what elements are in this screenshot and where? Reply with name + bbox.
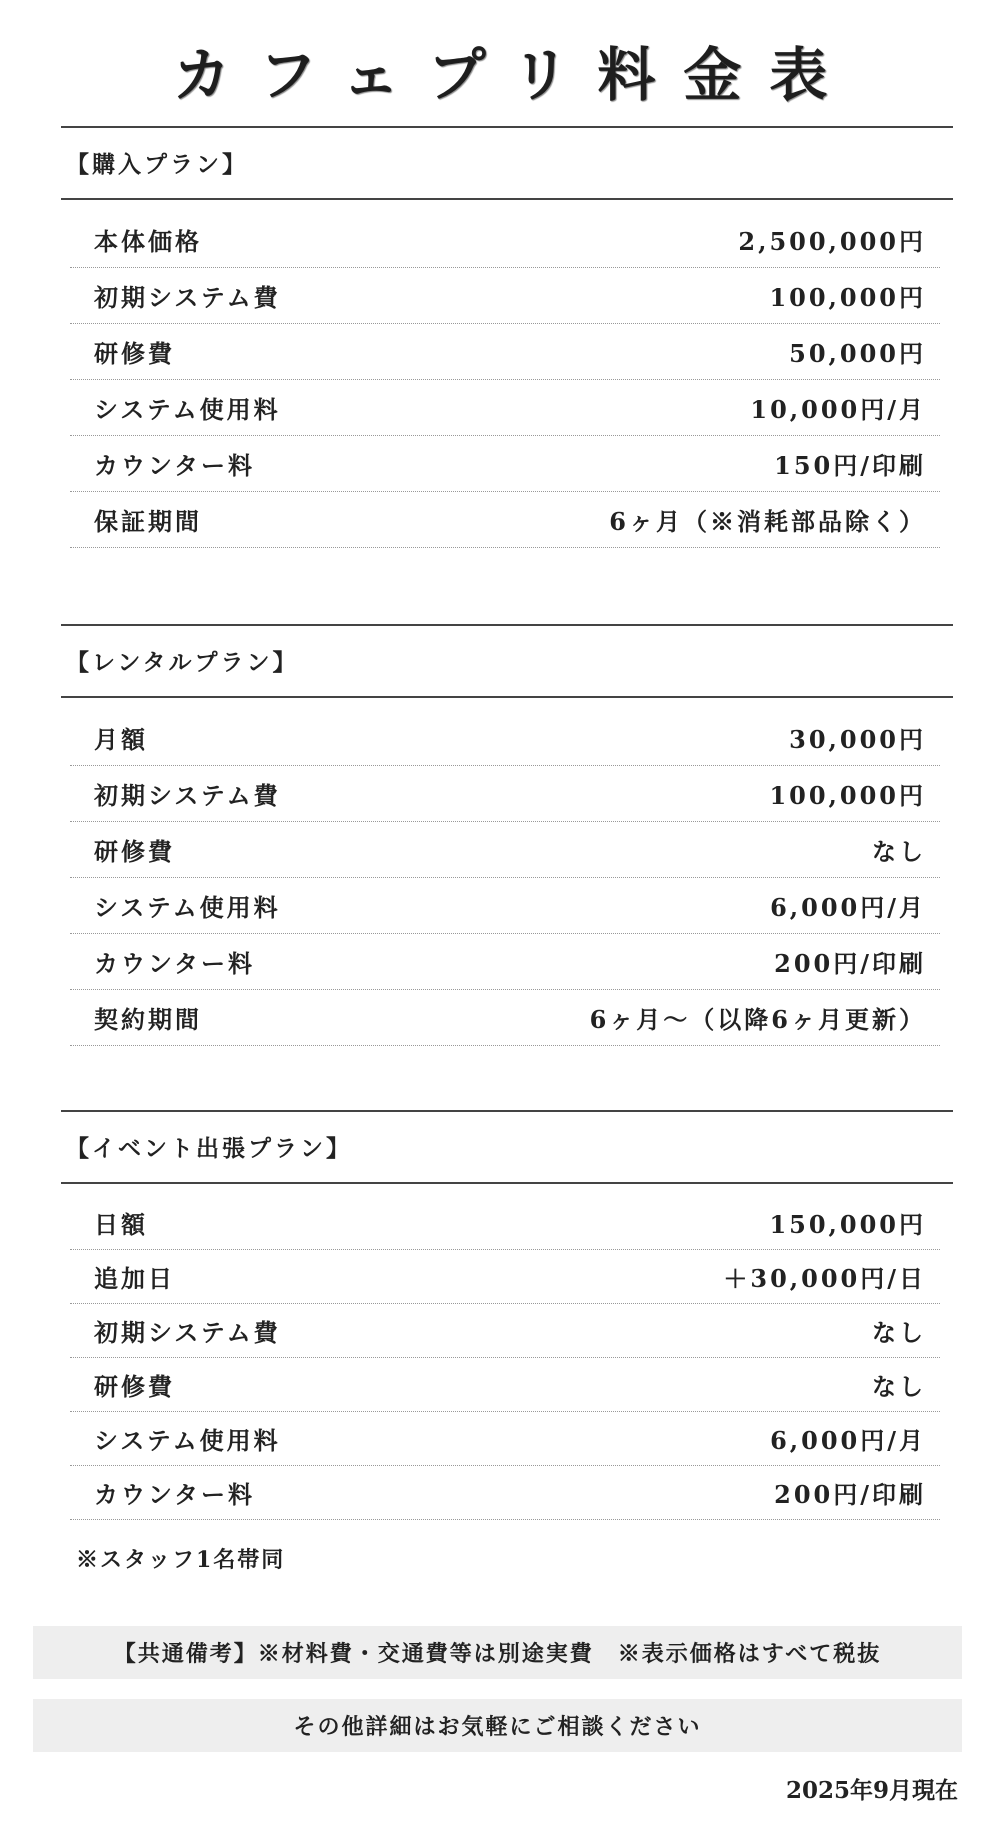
price-row — [70, 1250, 940, 1304]
price-label: 月額 — [94, 725, 148, 754]
price-row — [70, 268, 940, 324]
section-divider — [61, 624, 953, 626]
price-label: システム使用料 — [94, 893, 281, 922]
price-value: なし — [872, 1372, 926, 1401]
price-row — [70, 934, 940, 990]
price-label: 初期システム費 — [94, 1318, 281, 1347]
price-row — [70, 990, 940, 1046]
section-heading-purchase: 【購入プラン】 — [66, 151, 248, 178]
price-label: 保証期間 — [94, 507, 202, 536]
page-title: カフェプリ料金表 — [172, 41, 856, 109]
price-row — [70, 1358, 940, 1412]
price-row — [70, 212, 940, 268]
price-value: 200円/印刷 — [774, 1480, 926, 1509]
contact-note-box: その他詳細はお気軽にご相談ください — [33, 1699, 962, 1752]
price-value: 150円/印刷 — [774, 451, 926, 480]
price-label: 研修費 — [94, 339, 175, 368]
section-divider — [61, 198, 953, 200]
price-row — [70, 1304, 940, 1358]
price-row — [70, 436, 940, 492]
price-value: 2,500,000円 — [738, 227, 926, 256]
price-row — [70, 766, 940, 822]
price-label: システム使用料 — [94, 1426, 281, 1455]
price-label: 初期システム費 — [94, 781, 281, 810]
price-value: 100,000円 — [769, 283, 926, 312]
price-row — [70, 878, 940, 934]
price-value: 150,000円 — [769, 1210, 926, 1239]
section-divider — [61, 126, 953, 128]
price-value: 200円/印刷 — [774, 949, 926, 978]
price-label: 日額 — [94, 1210, 148, 1239]
price-label: 追加日 — [94, 1264, 175, 1293]
price-row — [70, 822, 940, 878]
price-label: 本体価格 — [94, 227, 202, 256]
price-row — [70, 1466, 940, 1520]
section-divider — [61, 1110, 953, 1112]
as-of-date: 2025年9月現在 — [785, 1777, 958, 1804]
section-divider — [61, 1182, 953, 1184]
price-value: 30,000円 — [789, 725, 926, 754]
price-value: なし — [872, 837, 926, 866]
price-value: ＋30,000円/日 — [723, 1264, 926, 1293]
price-row — [70, 710, 940, 766]
price-label: 契約期間 — [94, 1005, 202, 1034]
price-label: システム使用料 — [94, 395, 281, 424]
price-value: 6,000円/月 — [770, 1426, 926, 1455]
price-value: 6ヶ月（※消耗部品除く） — [609, 507, 926, 536]
price-row — [70, 492, 940, 548]
price-label: カウンター料 — [94, 1480, 256, 1509]
event-staff-note: ※スタッフ1名帯同 — [76, 1547, 286, 1573]
price-value: 6,000円/月 — [770, 893, 926, 922]
price-value: 50,000円 — [789, 339, 926, 368]
price-row — [70, 1412, 940, 1466]
price-value: なし — [872, 1318, 926, 1347]
section-heading-event: 【イベント出張プラン】 — [66, 1135, 352, 1162]
price-label: カウンター料 — [94, 949, 256, 978]
price-value: 100,000円 — [769, 781, 926, 810]
price-value: 6ヶ月〜（以降6ヶ月更新） — [589, 1005, 926, 1034]
section-divider — [61, 696, 953, 698]
common-notes-box: 【共通備考】※材料費・交通費等は別途実費 ※表示価格はすべて税抜 — [33, 1626, 962, 1679]
price-label: 初期システム費 — [94, 283, 281, 312]
price-row — [70, 1196, 940, 1250]
section-heading-rental: 【レンタルプラン】 — [66, 649, 299, 676]
price-value: 10,000円/月 — [750, 395, 926, 424]
price-label: 研修費 — [94, 837, 175, 866]
price-label: カウンター料 — [94, 451, 256, 480]
price-row — [70, 380, 940, 436]
price-label: 研修費 — [94, 1372, 175, 1401]
price-row — [70, 324, 940, 380]
